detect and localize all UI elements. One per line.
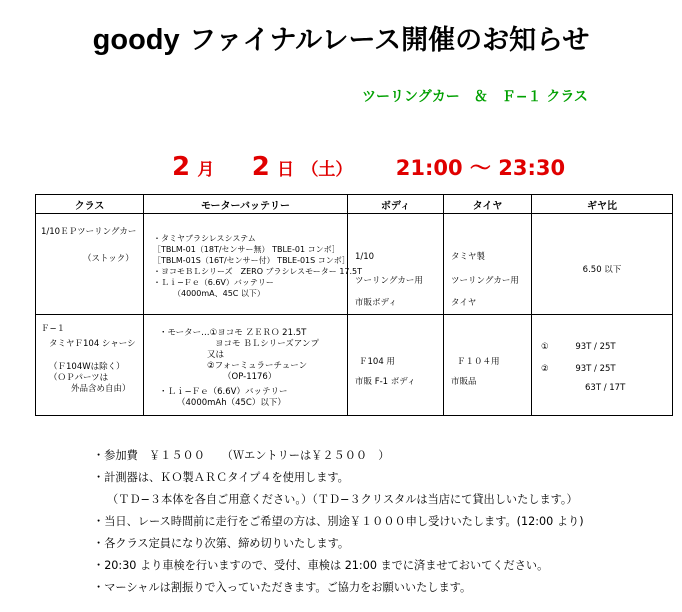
tire-line: タイヤ xyxy=(451,298,477,308)
table-row xyxy=(36,315,673,416)
gear-line xyxy=(541,336,671,358)
class-cell xyxy=(36,315,144,416)
body-line: ツーリングカー用 xyxy=(355,276,423,286)
header-tire: タイヤ xyxy=(444,195,532,214)
body-cell xyxy=(348,315,444,416)
body-line: 1/10 xyxy=(355,252,375,262)
class-cell xyxy=(36,214,144,315)
tire-line: ツーリングカー用 xyxy=(451,276,519,286)
motor-line: ・タミヤブラシレスシステム xyxy=(153,234,256,243)
body-line: Ｆ104 用 xyxy=(359,357,395,367)
header-gear-ratio: ギヤ比 xyxy=(532,195,673,214)
note-item: （ＴＤ−３本体を各自ご用意ください。）（ＴＤ−３クリスタルは当店にて貸出しいたします。） xyxy=(107,493,578,506)
class-line: （ストック） xyxy=(83,254,134,264)
gear-ratio: 63T / 17T xyxy=(585,383,626,393)
class-line: 外品含め自由） xyxy=(71,384,131,394)
day-unit: 日 xyxy=(277,160,295,180)
class-line: タミヤＦ104 シャーシ xyxy=(49,339,136,349)
table-row xyxy=(36,214,673,315)
motor-line: ヨコモ ＢＬシリーズアンプ xyxy=(215,339,319,349)
motor-line: 又は xyxy=(207,350,225,360)
gear-option-marker: ① xyxy=(541,342,549,352)
motor-line: ［TBLM-01S（16T/センサー付） TBLE-01S コンボ］ xyxy=(153,256,350,265)
gear-cell xyxy=(532,214,673,315)
month-number: 2 xyxy=(172,152,191,182)
event-time: 21:00 〜 23:30 xyxy=(395,156,566,180)
motor-line: ②フォーミュラーチューン xyxy=(207,361,308,371)
motor-line: （4000mA、45C 以下） xyxy=(173,289,265,298)
motor-line: ・ヨコモＢＬシリーズ ZERO ブラシレスモーター 17.5T xyxy=(153,267,363,276)
motor-line: （OP-1176） xyxy=(223,372,277,382)
note-item: ・参加費 ￥１５００ （Ｗエントリーは￥２５００ ） xyxy=(93,449,390,462)
table-header-row xyxy=(36,195,673,214)
motor-cell xyxy=(144,214,363,315)
gear-line: 6.50 以下 xyxy=(582,265,622,275)
brand-name: goody xyxy=(92,24,180,56)
event-date xyxy=(172,152,565,182)
note-item: ・20:30 より車検を行いますので、受付、車検は 21:00 までに済ませておいてください。 xyxy=(93,559,549,572)
class-line: 1/10ＥＰツーリングカー xyxy=(41,227,137,237)
class-line: （Ｆ104Wは除く） xyxy=(49,362,125,372)
body-line: 市販 F-1 ボディ xyxy=(355,377,416,387)
notes-list xyxy=(93,445,584,599)
note-item: ・当日、レース時間前に走行をご希望の方は、別途￥１０００申し受けいたします。(12:00 より) xyxy=(93,515,584,528)
class-line: Ｆ−１ xyxy=(41,324,66,334)
motor-line: ・モーター…①ヨコモ ＺＥＲＯ 21.5T xyxy=(159,328,307,338)
weekday: （土） xyxy=(301,160,353,180)
tire-line: Ｆ１０４用 xyxy=(457,357,500,367)
gear-ratio: 93T / 25T xyxy=(575,342,616,352)
body-cell xyxy=(348,214,444,315)
page-title xyxy=(0,18,682,57)
subtitle: ツーリングカー ＆ Ｆ−１ クラス xyxy=(362,89,588,105)
motor-line: ・Ｌｉ−Ｆｅ（6.6V）バッテリー xyxy=(153,278,274,287)
note-item: ・マーシャルは割振りで入っていただきます。ご協力をお願いいたします。 xyxy=(93,581,472,594)
tire-line: 市販品 xyxy=(451,377,477,387)
body-line: 市販ボディ xyxy=(355,298,397,308)
motor-line: ・Ｌｉ−Ｆｅ（6.6V）バッテリー xyxy=(159,387,288,397)
header-class: クラス xyxy=(36,195,144,214)
note-item: ・計測器は、ＫＯ製ＡＲＣタイプ４を使用します。 xyxy=(93,471,349,484)
note-item: ・各クラス定員になり次第、締め切りいたします。 xyxy=(93,537,350,550)
gear-line xyxy=(541,358,671,380)
motor-line: ［TBLM-01（18T/センサー無） TBLE-01 コンボ］ xyxy=(153,245,340,254)
tire-cell xyxy=(444,315,532,416)
title-text: ファイナルレース開催のお知らせ xyxy=(189,25,590,56)
gear-cell xyxy=(532,315,673,416)
motor-cell xyxy=(144,315,348,416)
class-line: （ＯＰパーツは xyxy=(49,373,109,383)
header-motor-battery: モーターバッテリー xyxy=(144,195,348,214)
gear-ratio: 93T / 25T xyxy=(575,364,616,374)
motor-line: （4000mAh（45C）以下） xyxy=(177,398,286,408)
day-number: 2 xyxy=(251,152,270,182)
race-class-table xyxy=(35,194,673,416)
tire-cell xyxy=(444,214,532,315)
month-unit: 月 xyxy=(197,160,215,180)
header-body: ボディ xyxy=(348,195,444,214)
tire-line: タミヤ製 xyxy=(451,252,486,262)
gear-option-marker: ② xyxy=(541,364,549,374)
